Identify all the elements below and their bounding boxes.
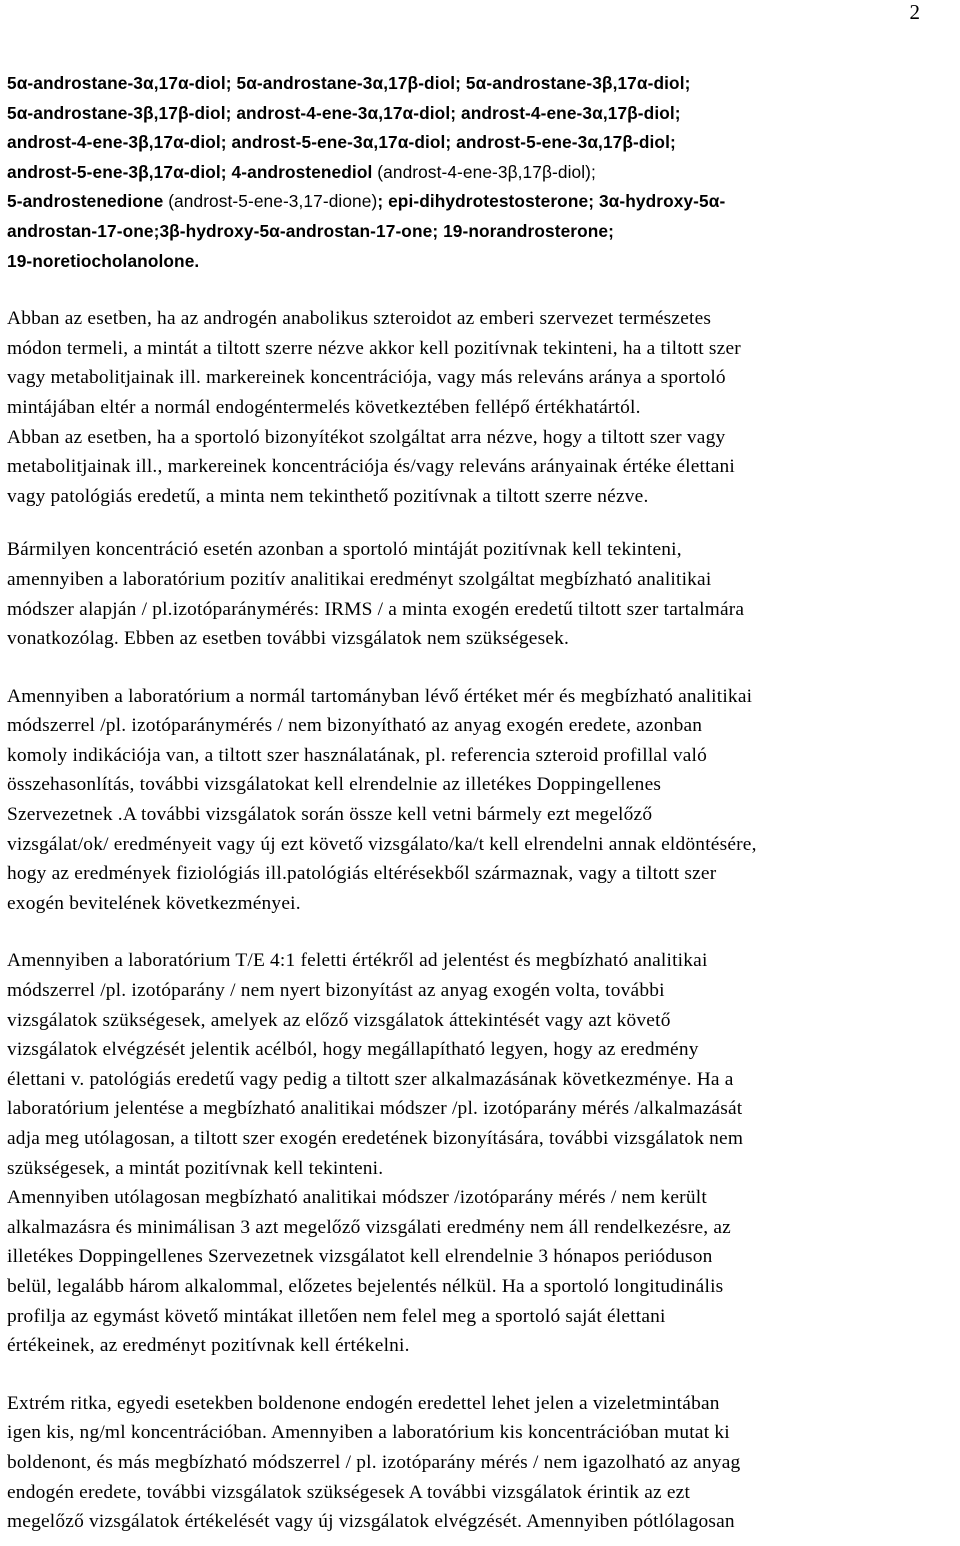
paragraph-line: komoly indikációja van, a tiltott szer használatának, pl. referencia szteroid profillal való <box>7 744 708 766</box>
chemical-list <box>7 69 957 276</box>
paragraph-line: mintájában eltér a normál endogéntermelés következtében fellépő értékhatártól. <box>7 396 641 418</box>
paragraph-line: igen kis, ng/ml koncentrációban. Amennyiben a laboratórium kis koncentrációban mutat ki <box>7 1422 730 1444</box>
document-body <box>7 69 957 1537</box>
chemical-list-line <box>7 69 957 99</box>
chemical-list-segment: androstan-17-one;3β-hydroxy-5α-androstan-17-one; 19-norandrosterone; <box>7 220 614 241</box>
paragraph-line: Bármilyen koncentráció esetén azonban a sportoló mintáját pozitívnak kell tekinteni, <box>7 539 682 561</box>
paragraph-line: hogy az eredmények fiziológiás ill.patológiás eltérésekből származnak, vagy a tiltott szer <box>7 863 717 885</box>
paragraphs <box>7 276 957 1537</box>
paragraph <box>7 304 957 511</box>
chemical-list-line <box>7 128 957 158</box>
paragraph-line: vizsgálatok elvégzését jelentik acélból, hogy megállapítható legyen, hogy az eredmény <box>7 1039 699 1061</box>
chemical-list-segment: (androst-5-ene-3,17-dione) <box>168 191 378 212</box>
paragraph-line: Abban az esetben, ha a sportoló bizonyítékot szolgáltat arra nézve, hogy a tiltott szer vagy <box>7 426 726 448</box>
chemical-list-segment: androst-5-ene-3β,17α-diol; 4-androstenediol <box>7 161 378 182</box>
paragraph-spacer <box>7 654 957 682</box>
chemical-list-line <box>7 187 957 217</box>
paragraph-line: módon termeli, a mintát a tiltott szerre nézve akkor kell pozitívnak tekinteni, ha a tiltott szer <box>7 337 741 359</box>
paragraph-spacer <box>7 276 957 304</box>
chemical-list-line <box>7 99 957 129</box>
paragraph-line: adja meg utólagosan, a tiltott szer exogén eredetének bizonyítására, további vizsgálatok nem <box>7 1128 744 1149</box>
paragraph <box>7 535 957 653</box>
paragraph-line: összehasonlítás, további vizsgálatokat kell elrendelnie az illetékes Doppingellenes <box>7 774 662 796</box>
paragraph-line: Szervezetnek .A további vizsgálatok során össze kell vetni bármely ezt megelőző <box>7 804 653 826</box>
paragraph-line: értékeinek, az eredményt pozitívnak kell értékelni. <box>7 1335 410 1357</box>
paragraph-line: illetékes Doppingellenes Szervezetnek vizsgálatot kell elrendelnie 3 hónapos perióduson <box>7 1246 713 1268</box>
paragraph-line: Extrém ritka, egyedi esetekben boldenone endogén eredettel lehet jelen a vizeletmintában <box>7 1392 720 1414</box>
paragraph-line: Amennyiben a laboratórium T/E 4:1 feletti értékről ad jelentést és megbízható analitikai <box>7 950 708 972</box>
chemical-list-segment: androst-4-ene-3β,17α-diol; androst-5-ene-3α,17α-diol; androst-5-ene-3α,17β-diol; <box>7 132 676 153</box>
chemical-list-line <box>7 217 957 247</box>
paragraph-line: alkalmazásra és minimálisan 3 azt megelőző vizsgálati eredmény nem áll rendelkezésre, az <box>7 1216 731 1238</box>
paragraph-line: szükségesek, a mintát pozitívnak kell tekinteni. <box>7 1157 384 1179</box>
paragraph-line: módszerrel /pl. izotóparány / nem nyert bizonyítást az anyag exogén volta, további <box>7 980 665 1002</box>
paragraph-spacer <box>7 1361 957 1389</box>
paragraph-line: vagy metabolitjainak ill. markereinek koncentrációja, vagy más releváns aránya a sportoló <box>7 367 726 389</box>
paragraph-line: megelőző vizsgálatok értékelését vagy új vizsgálatok elvégzését. Amennyiben pótlólagosan <box>7 1511 735 1533</box>
paragraph <box>7 682 957 919</box>
paragraph <box>7 946 957 1360</box>
chemical-list-segment: 19-noretiocholanolone. <box>7 250 200 271</box>
paragraph-line: belül, legalább három alkalommal, előzetes bejelentés nélkül. Ha a sportoló longitudinális <box>7 1275 724 1297</box>
paragraph-line: boldenont, és más megbízható módszerrel / pl. izotóparány mérés / nem igazolható az anyag <box>7 1451 741 1473</box>
paragraph-line: Abban az esetben, ha az androgén anabolikus szteroidot az emberi szervezet természetes <box>7 308 712 330</box>
chemical-list-line <box>7 158 957 188</box>
paragraph-line: exogén bevitelének következményei. <box>7 892 301 914</box>
paragraph-line: módszer alapján / pl.izotóparánymérés: IRMS / a minta exogén eredetű tiltott szer tartalmára <box>7 598 745 620</box>
chemical-list-line <box>7 247 957 277</box>
paragraph-line: Amennyiben a laboratórium a normál tartományban lévő értéket mér és megbízható analitikai <box>7 685 753 707</box>
paragraph-line: vagy patológiás eredetű, a minta nem tekinthető pozitívnak a tiltott szerre nézve. <box>7 485 649 507</box>
paragraph-line: metabolitjainak ill., markereinek koncentrációja és/vagy releváns arányainak értéke élettani <box>7 456 735 478</box>
paragraph-spacer <box>7 918 957 946</box>
paragraph-line: endogén eredete, további vizsgálatok szükségesek A további vizsgálatok érintik az ezt <box>7 1481 691 1503</box>
paragraph <box>7 1389 957 1537</box>
chemical-list-segment: ; epi-dihydrotestosterone; 3α-hydroxy-5α- <box>377 191 726 212</box>
paragraph-line: vizsgálatok szükségesek, amelyek az előző vizsgálatok áttekintését vagy azt követő <box>7 1009 671 1031</box>
paragraph-line: profilja az egymást követő mintákat illetően nem felel meg a sportoló saját élettani <box>7 1305 666 1327</box>
paragraph-spacer <box>7 511 957 535</box>
paragraph-line: módszerrel /pl. izotóparánymérés / nem bizonyítható az anyag exogén eredete, azonban <box>7 715 703 737</box>
chemical-list-segment: (androst-4-ene-3β,17β-diol); <box>377 161 596 182</box>
chemical-list-segment: 5α-androstane-3β,17β-diol; androst-4-ene-3α,17α-diol; androst-4-ene-3α,17β-diol; <box>7 102 681 123</box>
paragraph-line: amennyiben a laboratórium pozitív analitikai eredményt szolgáltat megbízható analitikai <box>7 568 712 590</box>
page-number: 2 <box>909 0 920 24</box>
chemical-list-segment: 5α-androstane-3α,17α-diol; 5α-androstane-3α,17β-diol; 5α-androstane-3β,17α-diol; <box>7 73 691 93</box>
paragraph-line: vonatkozólag. Ebben az esetben további vizsgálatok nem szükségesek. <box>7 628 570 650</box>
paragraph-line: laboratórium jelentése a megbízható analitikai módszer /pl. izotóparány mérés /alkalmazását <box>7 1098 743 1120</box>
paragraph-line: élettani v. patológiás eredetű vagy pedig a tiltott szer alkalmazásának következménye. Ha a <box>7 1068 734 1090</box>
paragraph-line: Amennyiben utólagosan megbízható analitikai módszer /izotóparány mérés / nem került <box>7 1187 707 1209</box>
paragraph-line: vizsgálat/ok/ eredményeit vagy új ezt követő vizsgálato/ka/t kell elrendelni annak eldöntésére, <box>7 833 757 855</box>
chemical-list-segment: 5-androstenedione <box>7 191 169 212</box>
